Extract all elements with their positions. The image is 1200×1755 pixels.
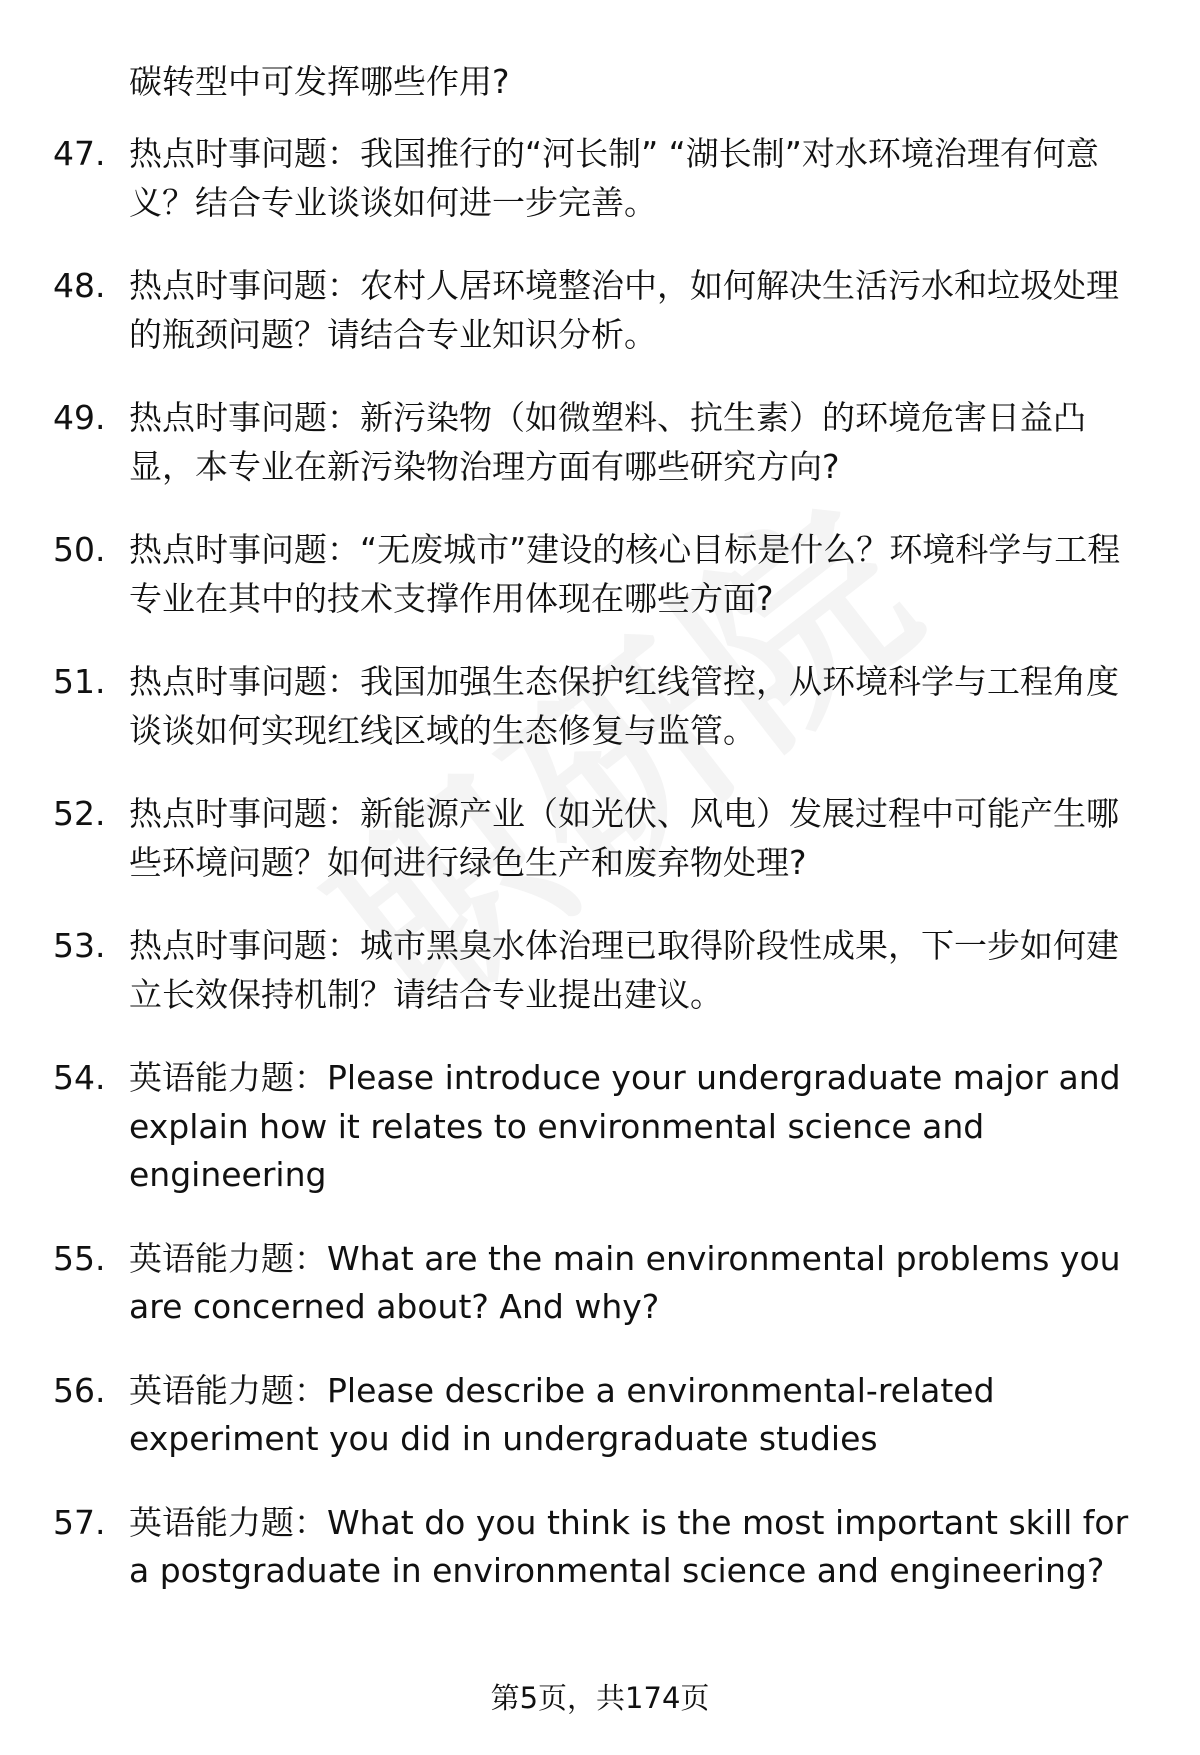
question-item <box>0 922 1200 1019</box>
question-number: 52. <box>53 794 106 833</box>
question-number: 48. <box>53 266 106 305</box>
question-item <box>0 658 1200 755</box>
question-number: 50. <box>53 530 106 569</box>
question-text: 英语能力题：Please introduce your undergraduate major and explain how it relates to environmental science and engineering <box>129 1058 1121 1194</box>
question-text: 热点时事问题：“无废城市”建设的核心目标是什么？环境科学与工程专业在其中的技术支撑作用体现在哪些方面? <box>129 530 1121 618</box>
question-number: 54. <box>53 1058 106 1097</box>
page-number-label: 第5页，共174页 <box>490 1681 710 1715</box>
question-item <box>0 1499 1200 1596</box>
question-text: 热点时事问题：我国推行的“河长制” “湖长制”对水环境治理有何意义？结合专业谈谈如何进一步完善。 <box>129 134 1099 222</box>
question-item <box>0 1235 1200 1332</box>
question-number: 56. <box>53 1370 106 1410</box>
question-text: 英语能力题：What do you think is the most important skill for a postgraduate in environmental science and engineering? <box>129 1502 1129 1590</box>
question-item <box>0 1054 1200 1200</box>
question-item <box>0 526 1200 623</box>
question-text: 热点时事问题：城市黑臭水体治理已取得阶段性成果，下一步如何建立长效保持机制？请结合专业提出建议。 <box>129 926 1119 1014</box>
question-text: 英语能力题：Please describe a environmental-related experiment you did in undergraduate studies <box>129 1370 995 1458</box>
question-number: 53. <box>53 926 106 965</box>
question-number: 51. <box>53 662 106 701</box>
question-item <box>0 262 1200 359</box>
question-item <box>0 790 1200 887</box>
question-text: 热点时事问题：我国加强生态保护红线管控，从环境科学与工程角度谈谈如何实现红线区域的生态修复与监管。 <box>129 662 1119 750</box>
question-list <box>0 130 1200 1631</box>
question-text: 热点时事问题：农村人居环境整治中，如何解决生活污水和垃圾处理的瓶颈问题？请结合专业知识分析。 <box>129 266 1119 354</box>
question-item <box>0 394 1200 491</box>
continued-question-text: 碳转型中可发挥哪些作用? <box>129 62 510 101</box>
question-text: 热点时事问题：新污染物（如微塑料、抗生素）的环境危害日益凸显，本专业在新污染物治理方面有哪些研究方向? <box>129 398 1086 486</box>
question-number: 49. <box>53 398 106 437</box>
question-text: 热点时事问题：新能源产业（如光伏、风电）发展过程中可能产生哪些环境问题？如何进行绿色生产和废弃物处理? <box>129 794 1119 882</box>
question-number: 57. <box>53 1502 106 1542</box>
page-footer <box>0 1678 1200 1718</box>
question-item <box>0 130 1200 227</box>
question-number: 55. <box>53 1238 106 1278</box>
question-number: 47. <box>53 134 106 173</box>
question-item <box>0 1367 1200 1464</box>
question-text: 英语能力题：What are the main environmental problems you are concerned about? And why? <box>129 1238 1121 1326</box>
